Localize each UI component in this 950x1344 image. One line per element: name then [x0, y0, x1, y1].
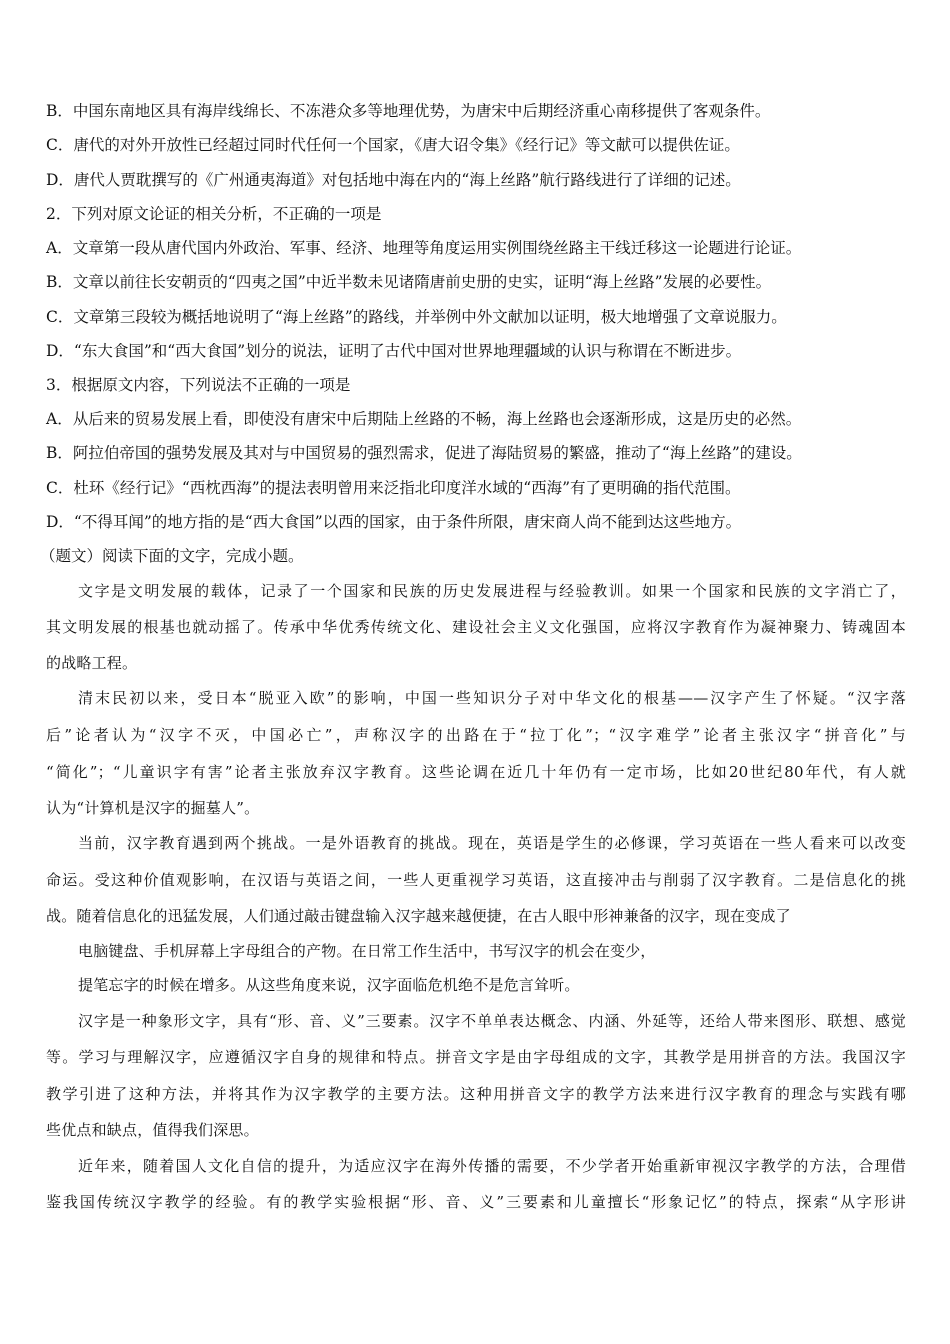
p1-line-1: 文字是文明发展的载体，记录了一个国家和民族的历史发展进程与经验教训。如果一个国家和民族的文字消亡了，	[78, 582, 906, 600]
p5-line-1: 近年来，随着国人文化自信的提升，为适应汉字在海外传播的需要，不少学者开始重新审视汉字教学的方法，合理借	[78, 1157, 906, 1175]
p5-line-2: 鉴我国传统汉字教学的经验。有的教学实验根据“形、音、义”三要素和儿童擅长“形象记忆”的特点，探索“从字形讲	[46, 1193, 906, 1211]
p4-line-3: 教学引进了这种方法，并将其作为汉字教学的主要方法。这种用拼音文字的教学方法来进行汉字教育的理念与实践有哪	[46, 1085, 906, 1103]
q2-option-b: B．文章以前往长安朝贡的“四夷之国”中近半数未见诸隋唐前史册的史实，证明“海上丝路”发展的必要性。	[46, 273, 772, 291]
q3-option-c: C．杜环《经行记》“西枕西海”的提法表明曾用来泛指北印度洋水域的“西海”有了更明确的指代范围。	[46, 479, 741, 497]
p4-line-2: 等。学习与理解汉字，应遵循汉字自身的规律和特点。拼音文字是由字母组成的文字，其教学是用拼音的方法。我国汉字	[46, 1048, 906, 1066]
q2-option-a: A．文章第一段从唐代国内外政治、军事、经济、地理等角度运用实例围绕丝路主干线迁移这一论题进行论证。	[46, 239, 802, 257]
p3-line-4: 电脑键盘、手机屏幕上字母组合的产物。在日常工作生活中，书写汉字的机会在变少，	[78, 942, 656, 960]
q2-stem: 2．下列对原文论证的相关分析，不正确的一项是	[46, 205, 382, 223]
p4-line-1: 汉字是一种象形文字，具有“形、音、义”三要素。汉字不单单表达概念、内涵、外延等，还给人带来图形、联想、感觉	[78, 1012, 906, 1030]
q2-option-d: D．“东大食国”和“西大食国”划分的说法，证明了古代中国对世界地理疆域的认识与称谓在不断进步。	[46, 342, 742, 360]
q3-stem: 3．根据原文内容，下列说法不正确的一项是	[46, 376, 351, 394]
q3-option-d: D．“不得耳闻”的地方指的是“西大食国”以西的国家，由于条件所限，唐宋商人尚不能到达这些地方。	[46, 513, 742, 531]
p2-line-4: 认为“计算机是汉字的掘墓人”。	[46, 799, 260, 817]
p2-line-1: 清末民初以来，受日本“脱亚入欧”的影响，中国一些知识分子对中华文化的根基——汉字产生了怀疑。“汉字落	[78, 689, 906, 707]
p2-line-3: “简化”；“儿童识字有害”论者主张放弃汉字教育。这些论调在近几十年仍有一定市场，比如20世纪80年代，有人就	[46, 763, 906, 781]
passage-intro: （题文）阅读下面的文字，完成小题。	[40, 547, 304, 565]
p4-line-4: 些优点和缺点，值得我们深思。	[46, 1121, 259, 1139]
p3-line-2: 命运。受这种价值观影响，在汉语与英语之间，一些人更重视学习英语，这直接冲击与削弱了汉字教育。二是信息化的挑	[46, 871, 906, 889]
p3-line-1: 当前，汉字教育遇到两个挑战。一是外语教育的挑战。现在，英语是学生的必修课，学习英语在一些人看来可以改变	[78, 834, 906, 852]
p1-line-2: 其文明发展的根基也就动摇了。传承中华优秀传统文化、建设社会主义文化强国，应将汉字教育作为凝神聚力、铸魂固本	[46, 618, 906, 636]
q3-option-b: B．阿拉伯帝国的强势发展及其对与中国贸易的强烈需求，促进了海陆贸易的繁盛，推动了“海上丝路”的建设。	[46, 444, 802, 462]
q1-option-d: D．唐代人贾耽撰写的《广州通夷海道》对包括地中海在内的“海上丝路”航行路线进行了详细的记述。	[46, 171, 741, 189]
p3-line-5: 提笔忘字的时候在增多。从这些角度来说，汉字面临危机绝不是危言耸听。	[78, 976, 580, 994]
p2-line-2: 后”论者认为“汉字不灭，中国必亡”，声称汉字的出路在于“拉丁化”；“汉字难学”论者主张汉字“拼音化”与	[46, 726, 906, 744]
q1-option-c: C．唐代的对外开放性已经超过同时代任何一个国家，《唐大诏令集》《经行记》等文献可以提供佐证。	[46, 136, 740, 154]
q1-option-b: B．中国东南地区具有海岸线绵长、不冻港众多等地理优势，为唐宋中后期经济重心南移提供了客观条件。	[46, 102, 771, 120]
q2-option-c: C．文章第三段较为概括地说明了“海上丝路”的路线，并举例中外文献加以证明，极大地增强了文章说服力。	[46, 308, 787, 326]
p1-line-3: 的战略工程。	[46, 654, 138, 672]
p3-line-3: 战。随着信息化的迅猛发展，人们通过敲击键盘输入汉字越来越便捷，在古人眼中形神兼备的汉字，现在变成了	[46, 907, 791, 925]
q3-option-a: A．从后来的贸易发展上看，即使没有唐宋中后期陆上丝路的不畅，海上丝路也会逐渐形成，这是历史的必然。	[46, 410, 802, 428]
